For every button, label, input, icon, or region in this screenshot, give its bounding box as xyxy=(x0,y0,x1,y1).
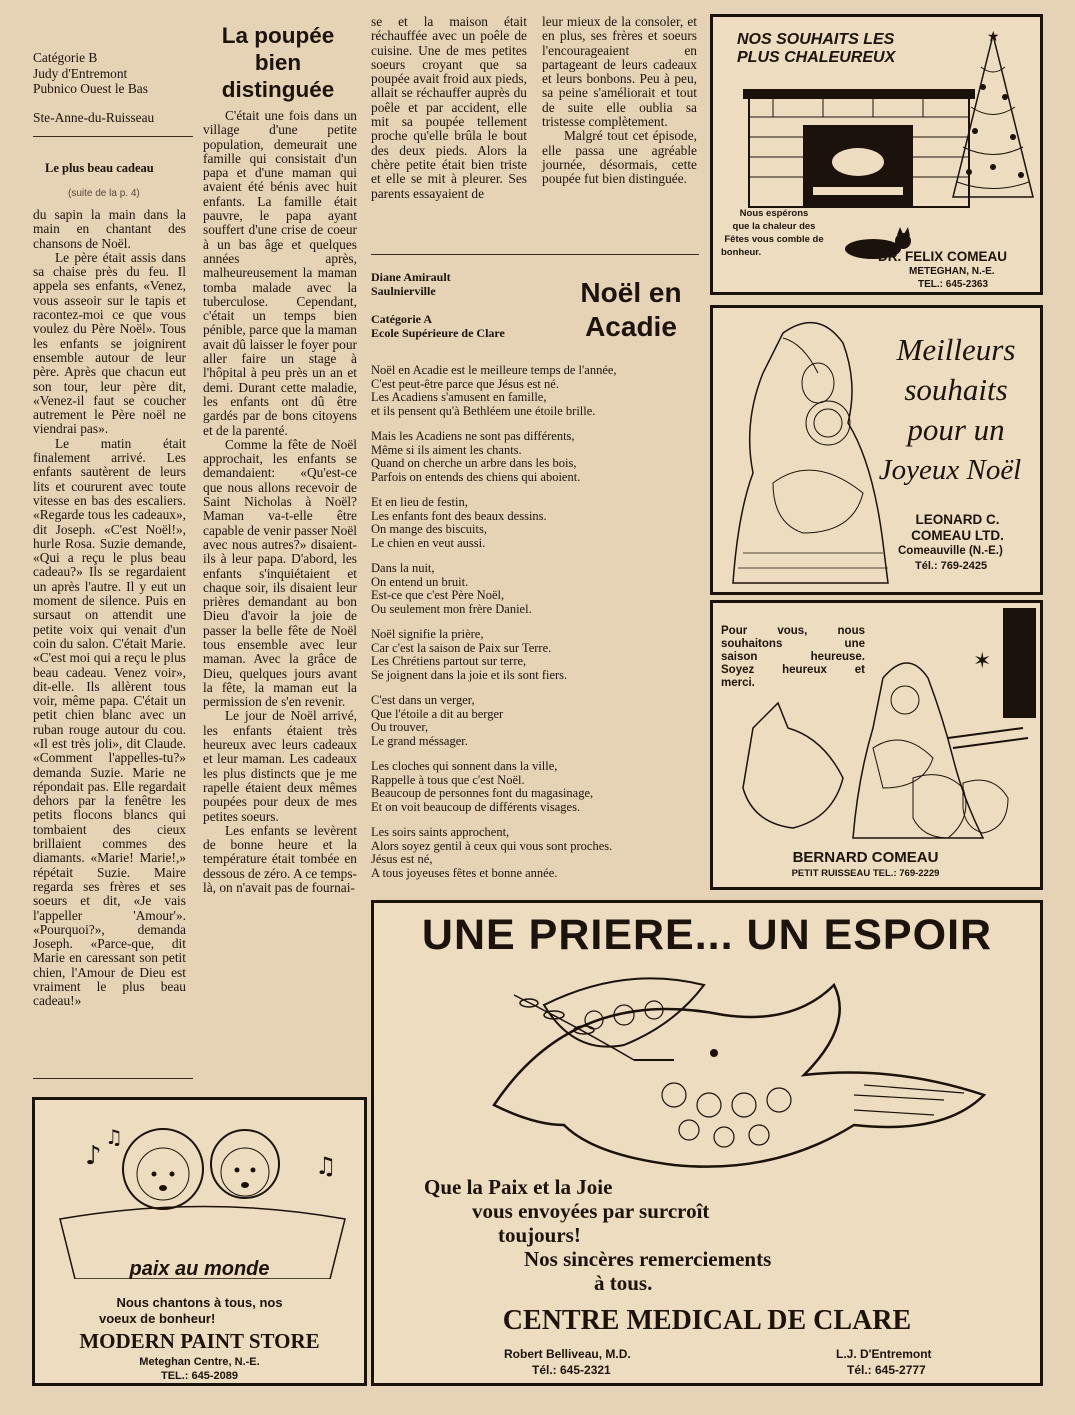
ad-message xyxy=(35,1295,364,1327)
divider xyxy=(371,254,699,255)
poem-line: Que l'étoile a dit au berger xyxy=(371,706,504,721)
poem-line: Ou trouver, xyxy=(371,720,429,734)
poem-line: Les Chrétiens partout sur terre, xyxy=(371,654,527,668)
ad-name: CENTRE MEDICAL DE CLARE xyxy=(502,1305,912,1336)
poem-stanza xyxy=(371,760,701,814)
byline-line: Ecole Supérieure de Clare xyxy=(371,326,505,340)
nativity-illustration xyxy=(733,608,1038,848)
body-line: Fêtes vous comble de xyxy=(724,234,824,245)
poem-title-line: Acadie xyxy=(585,311,677,342)
ad-town-phone: PETIT RUISSEAU TEL.: 769-2229 xyxy=(791,868,940,879)
poem-line: Rappelle à tous que c'est Noël. xyxy=(371,772,525,787)
message-line: vous envoyées par surcroît xyxy=(472,1199,710,1223)
svg-text:♫: ♫ xyxy=(105,1125,123,1149)
body-line: souhaitons une xyxy=(721,638,865,650)
body-line: que la chaleur des xyxy=(732,221,816,232)
poem-line: Alors soyez gentil à ceux qui vous sont proches. xyxy=(371,838,613,853)
ad-felix-comeau xyxy=(710,14,1043,295)
name-line: COMEAU LTD. xyxy=(911,528,1004,543)
poem-line: Le grand méssager. xyxy=(371,733,468,748)
byline-line: Catégorie B xyxy=(33,50,98,65)
headline-line: PLUS CHALEUREUX xyxy=(737,49,896,66)
paragraph: Comme la fête de Noël approchait, les enfants se demandaient: «Qu'est-ce que nous allons recevoir de Saint Nicholas à Noël? Maman va-t-elle être capable de venir passer Noël avec nous autres?» disaient-ils à leur papa. D'abord, les enfants s'inquiétaient et chaque soir, ils disaient leur prières demandant au bon Dieu d'avoir la joie de passer la belle fête de Noël tous ensemble avec leur maman. Avec la grâce de Dieu, quelques jours avant la fête, la maman eut la permission de s'en revenir. xyxy=(203,436,357,710)
ad-bernard-comeau xyxy=(710,600,1043,890)
poem-line: et ils pensent qu'à Bethléem une étoile brille. xyxy=(371,403,596,418)
script-line: Joyeux Noël xyxy=(878,454,1022,486)
paragraph: Le jour de Noël arrivé, les enfants étaient très heureux avec leurs cadeaux et leur maman. Les cadeaux les plus distincts que je me rapelle étaient deux mêmes poupées pour deux de mes petites soeurs. xyxy=(203,708,357,824)
ad-script-greeting xyxy=(871,330,1041,490)
poem-line: Les soirs saints approchent, xyxy=(371,825,510,839)
poem-stanza xyxy=(371,430,701,484)
poem-line: Quand on cherche un arbre dans les bois, xyxy=(371,456,577,470)
ad-phone: TEL.: 645-2089 xyxy=(160,1370,239,1382)
message-line: Que la Paix et la Joie xyxy=(424,1175,613,1199)
byline-judy xyxy=(33,50,198,125)
poem-line: Les cloches qui sonnent dans la ville, xyxy=(371,759,558,773)
poem-title xyxy=(557,276,705,344)
script-line: souhaits xyxy=(904,372,1008,407)
poem-line: On mange des biscuits, xyxy=(371,522,487,536)
message-line: voeux de bonheur! xyxy=(99,1311,216,1326)
svg-text:♫: ♫ xyxy=(315,1152,337,1180)
poem-line: Car c'est la saison de Paix sur Terre. xyxy=(371,640,552,655)
ad-name: MODERN PAINT STORE xyxy=(79,1329,320,1353)
poem-line: Dans la nuit, xyxy=(371,561,435,575)
message-line: Nous chantons à tous, nos xyxy=(116,1295,283,1310)
svg-text:✶: ✶ xyxy=(973,649,992,674)
body-line: Pour vous, nous xyxy=(721,625,865,637)
poem-line: Et en lieu de festin, xyxy=(371,495,468,509)
poem-stanza xyxy=(371,364,701,418)
poem-line: Ou seulement mon frère Daniel. xyxy=(371,601,532,616)
paragraph: leur mieux de la consoler, et en plus, ses frères et soeurs l'encourageaient en partageant de leurs cadeaux et leurs bonbons. Peu à peu, sa peine s'améliorait et tout de suite elle oublia sa tristesse complètement. xyxy=(542,14,697,130)
ad-message xyxy=(424,1175,984,1295)
byline-line: Catégorie A xyxy=(371,312,432,326)
svg-text:♪: ♪ xyxy=(85,1141,102,1171)
ad-town: Meteghan Centre, N.-E. xyxy=(139,1356,260,1368)
poem-line: On entend un bruit. xyxy=(371,574,469,589)
poem-line: Est-ce que c'est Père Noël, xyxy=(371,588,505,602)
script-line: pour un xyxy=(907,412,1005,447)
message-line: à tous. xyxy=(594,1271,653,1295)
article-body-poupee xyxy=(203,109,357,895)
carolers-illustration xyxy=(55,1114,350,1279)
svg-text:★: ★ xyxy=(987,29,1000,45)
poem-line: A tous joyeuses fêtes et bonne année. xyxy=(371,865,558,880)
byline-line: Saulnierville xyxy=(371,284,436,298)
message-line: Nos sincères remerciements xyxy=(524,1247,772,1271)
poem-line: Se joignent dans la joie et ils sont fiers. xyxy=(371,667,568,682)
poem-stanza xyxy=(371,496,701,550)
name-line: LEONARD C. xyxy=(915,512,1000,527)
ad-name: BERNARD COMEAU xyxy=(792,849,939,866)
headline-line: NOS SOUHAITS LES xyxy=(737,31,895,48)
poem-line: Jésus est né, xyxy=(371,852,433,866)
paragraph: se et la maison était réchauffée avec un poêle de cuisine. Une de mes petites soeurs croyant que sa poupée avait froid aux pieds, allait se réchauffer auprès du poêle et par accident, elle mit sa poupée tellement proche qu'elle brûla le bout des deux pieds. Alors la chère petite était bien triste et elle se mit à pleurer. Ses parents essayaient de xyxy=(371,14,527,201)
paragraph: Le père était assis dans sa chaise près du feu. Il appela ses enfants, «Venez, vous asseoir sur le tapis et racontez-moi ce que vous voulez du Père Noël». Tous les enfants se joignirent ensemble autour de leur père. Après que chacun eut son tour, leur père dit, «Venez-il faut se coucher autrement le Père noël ne viendrai pas». xyxy=(33,249,186,437)
ad-town: Comeauville (N.-E.) xyxy=(898,545,1003,557)
article-body-poupee-end xyxy=(542,15,697,187)
byline-line: Pubnico Ouest le Bas xyxy=(33,81,148,96)
poem-stanza xyxy=(371,694,701,748)
paragraph: du sapin la main dans la main en chantant des chansons de Noël. xyxy=(33,207,186,251)
ad-centre-medical-clare xyxy=(371,900,1043,1386)
poem-line: Noël signifie la prière, xyxy=(371,627,484,641)
byline-line: Ste-Anne-du-Ruisseau xyxy=(33,109,155,125)
ad-phone: Tél.: 645-2321 xyxy=(532,1363,611,1377)
ad-phone: TEL.: 645-2363 xyxy=(918,279,989,290)
poem-line: Les enfants font des beaux dessins. xyxy=(371,508,547,523)
ad-modern-paint-store xyxy=(32,1097,367,1386)
article-body-poupee-cont xyxy=(371,15,527,201)
message-line: toujours! xyxy=(498,1223,581,1247)
paragraph: Malgré tout cet épisode, elle passa une agréable journée, désormais, cette poupée fut bien distinguée. xyxy=(542,128,697,187)
byline-line: Diane Amirault xyxy=(371,270,451,284)
ad-body xyxy=(721,207,827,259)
article-title-plus-beau-cadeau: Le plus beau cadeau xyxy=(45,161,154,175)
script-line: Meilleurs xyxy=(896,332,1016,367)
ad-doctor: L.J. D'Entremont xyxy=(836,1347,932,1361)
poem-line: Même si ils aiment les chants. xyxy=(371,442,522,457)
article-title-poupee: La poupée bien distinguée xyxy=(221,23,335,102)
poem-line: Noël en Acadie est le meilleure temps de l'année, xyxy=(371,363,617,377)
poem-line: C'est dans un verger, xyxy=(371,693,475,707)
poem-line: Le chien en veut aussi. xyxy=(371,535,486,550)
body-line: saison heureuse. xyxy=(721,651,865,663)
poem-line: C'est peut-être parce que Jésus est né. xyxy=(371,376,559,391)
ad-headline: UNE PRIERE... UN ESPOIR xyxy=(421,911,993,959)
body-line: bonheur. xyxy=(721,247,762,258)
body-line: Nous espérons xyxy=(739,208,809,219)
ad-name xyxy=(885,512,1030,544)
paragraph: C'était une fois dans un village d'une petite population, demeurait une famille qui consistait d'un papa et d'une maman qui avaient été bénis avec huit enfants. La famille était pauvre, le papa ayant souffert d'une crise de coeur à un bas âge et quelques années après, malheureusement la maman tomba malade avec la tuberculose. Cependant, c'était un temps bien pénible, parce que la maman avait dû laisser le foyer pour aller faire un stage à l'hôpital à peu près un an et demi. Durant cette maladie, les enfants ont dû être gardés par de bons citoyens et de la parenté. xyxy=(203,108,357,438)
dove-illustration xyxy=(474,965,994,1185)
ad-phone: Tél.: 769-2425 xyxy=(915,560,988,572)
poem-line: Et on voit beaucoup de différents visages. xyxy=(371,799,581,814)
ad-name: DR. FELIX COMEAU xyxy=(878,249,1008,264)
ad-tagline: paix au monde xyxy=(129,1258,270,1280)
ad-leonard-comeau xyxy=(710,305,1043,595)
body-line: merci. xyxy=(721,677,755,689)
poem-line: Les Acadiens s'amusent en famille, xyxy=(371,390,547,404)
poem-title-line: Noël en xyxy=(580,277,682,308)
paragraph: Le matin était finalement arrivé. Les enfants sautèrent de leurs lits et coururent avec toute vitesse en bas des escaliers. «Regarde tous les cadeaux», dit Joseph. «C'est Noël!», hurle Rosa. Suzie demande, «Qui a reçu le plus beau cadeau?» Ils se regardaient un après l'autre. Il y eut un moment de silence. Puis en sursaut on attendit une petite voix qui venait d'un coin du salon. C'était Marie. «C'est moi qui a reçu le plus beau cadeau. Venez voir», dit-elle. Ils allèrent tous voir, même papa. C'était un petit chien blanc avec un ruban rouge autour du cou. «Il est très joli», dit Claude. «Comment l'appelles-tu?» demanda Suzie. Marie ne répondait pas. Elle regardait dehors par la fenêtre les petits flocons blancs qui tombaient des cieux brillaient commes des diamants. «Marie! Marie!,» répétait Suzie. Maire regarda ses frères et ses soeurs et dit, «Je vais l'appeller 'Amour'». «Pourquoi?», demanda Joseph. «Parce-que, dit Marie en caressant son petit chien, l'Amour de Dieu est vraiment le plus beau cadeau!» xyxy=(33,435,186,1009)
poem-stanza xyxy=(371,628,701,682)
body-line: Soyez heureux et xyxy=(721,664,865,676)
paragraph: Les enfants se levèrent de bonne heure et la température était tombée en dessous de zéro. A ce temps-là, on n'avait pas de fournai- xyxy=(203,822,357,896)
poem-body xyxy=(371,364,701,880)
ad-doctor: Robert Belliveau, M.D. xyxy=(504,1347,631,1361)
divider xyxy=(33,1078,193,1079)
article-body-plus-beau-cadeau xyxy=(33,208,186,1009)
ad-phone: Tél.: 645-2777 xyxy=(847,1363,926,1377)
poem-byline xyxy=(371,270,551,340)
divider xyxy=(33,136,193,137)
poem-stanza xyxy=(371,562,701,616)
ad-town: METEGHAN, N.-E. xyxy=(909,266,995,277)
poem-line: Beaucoup de personnes font du magasinage, xyxy=(371,786,594,800)
byline-line: Judy d'Entremont xyxy=(33,65,128,81)
poem-stanza xyxy=(371,826,701,880)
continued-note: (suite de la p. 4) xyxy=(68,188,140,199)
poem-line: Parfois on entends des chiens qui aboient. xyxy=(371,469,581,484)
poem-line: Mais les Acadiens ne sont pas différents, xyxy=(371,429,575,443)
